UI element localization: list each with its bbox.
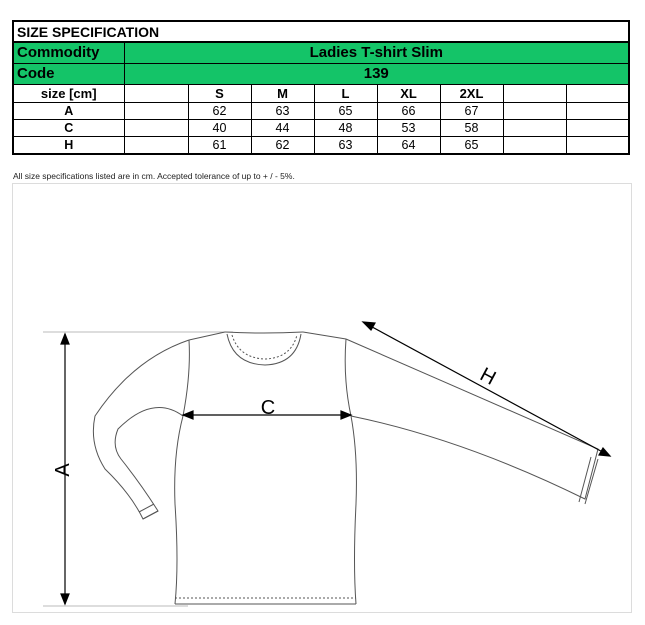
table-cell: 62 (251, 137, 314, 155)
size-specification-table (12, 20, 630, 155)
row-blank (124, 137, 188, 155)
size-col-empty-2 (566, 85, 629, 103)
table-cell (566, 137, 629, 155)
label-h: H (476, 363, 500, 390)
code-label: Code (13, 64, 124, 85)
table-cell: 61 (188, 137, 251, 155)
tolerance-note: All size specifications listed are in cm. Accepted tolerance of up to + / - 5%. (13, 171, 295, 181)
label-a: A (52, 463, 74, 477)
table-cell: 65 (314, 103, 377, 120)
neckline (225, 332, 303, 333)
table-cell (566, 103, 629, 120)
table-cell (566, 120, 629, 137)
size-col-s: S (188, 85, 251, 103)
table-row (13, 120, 629, 137)
collar-stitch (232, 335, 297, 359)
row-label-c: C (13, 120, 124, 137)
collar-outer (227, 334, 301, 365)
body-right-side (345, 339, 356, 604)
commodity-label: Commodity (13, 42, 124, 64)
row-blank (124, 103, 188, 120)
table-cell: 40 (188, 120, 251, 137)
size-col-l: L (314, 85, 377, 103)
table-cell: 64 (377, 137, 440, 155)
table-cell (503, 137, 566, 155)
table-cell: 53 (377, 120, 440, 137)
table-row (13, 103, 629, 120)
table-cell: 63 (314, 137, 377, 155)
row-blank (124, 120, 188, 137)
table-cell (503, 103, 566, 120)
table-row (13, 137, 629, 155)
garment-diagram (12, 183, 632, 613)
table-cell: 48 (314, 120, 377, 137)
table-cell: 67 (440, 103, 503, 120)
right-shoulder (303, 332, 346, 339)
table-cell (503, 120, 566, 137)
table-cell: 62 (188, 103, 251, 120)
row-label-h: H (13, 137, 124, 155)
right-sleeve (346, 339, 598, 499)
size-col-xl: XL (377, 85, 440, 103)
size-col-2xl: 2XL (440, 85, 503, 103)
size-header-blank (124, 85, 188, 103)
table-cell: 63 (251, 103, 314, 120)
measure-h (363, 322, 610, 456)
table-cell: 66 (377, 103, 440, 120)
table-cell: 58 (440, 120, 503, 137)
commodity-value: Ladies T-shirt Slim (124, 42, 629, 64)
row-label-a: A (13, 103, 124, 120)
size-col-empty-1 (503, 85, 566, 103)
label-c: C (260, 397, 276, 419)
table-cell: 65 (440, 137, 503, 155)
size-header: size [cm] (13, 85, 124, 103)
left-shoulder (189, 332, 225, 340)
size-col-m: M (251, 85, 314, 103)
table-title: SIZE SPECIFICATION (13, 21, 629, 42)
table-cell: 44 (251, 120, 314, 137)
code-value: 139 (124, 64, 629, 85)
tshirt-illustration (13, 184, 631, 612)
body-left-side (175, 340, 190, 604)
